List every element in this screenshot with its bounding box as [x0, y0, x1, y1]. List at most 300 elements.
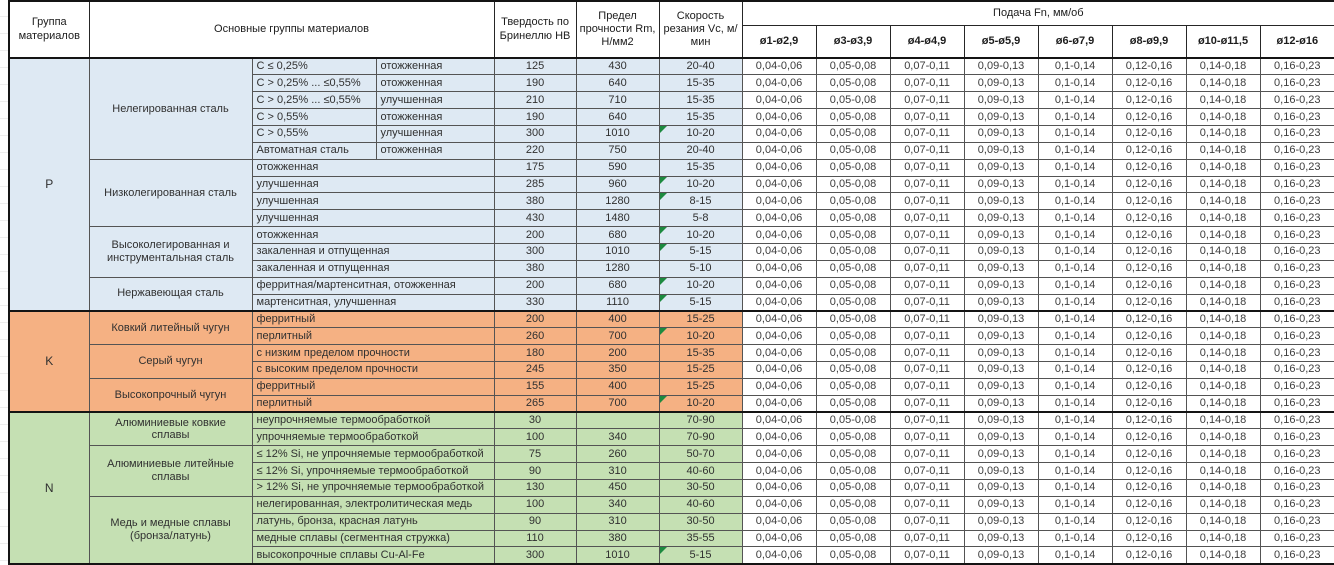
feed-value-cell: 0,07-0,11: [890, 75, 964, 92]
feed-value-cell: 0,14-0,18: [1186, 159, 1260, 176]
feed-value-cell: 0,07-0,11: [890, 142, 964, 159]
feed-value-cell: 0,09-0,13: [964, 479, 1038, 496]
feed-value-cell: 0,14-0,18: [1186, 395, 1260, 412]
feed-value-cell: 0,16-0,23: [1260, 361, 1334, 378]
feed-value-cell: 0,05-0,08: [816, 92, 890, 109]
comment-flag-icon: [660, 547, 667, 554]
feed-value-cell: 0,07-0,11: [890, 496, 964, 513]
feed-value-cell: 0,14-0,18: [1186, 176, 1260, 193]
feed-value-cell: 0,12-0,16: [1112, 530, 1186, 547]
speed-cell: 30-50: [659, 479, 742, 496]
feed-value-cell: 0,05-0,08: [816, 361, 890, 378]
feed-value-cell: 0,14-0,18: [1186, 58, 1260, 75]
strength-cell: 1280: [576, 193, 659, 210]
hardness-cell: 200: [494, 311, 576, 328]
header-feed-col-4: ø5-ø5,9: [964, 25, 1038, 58]
feed-value-cell: 0,04-0,06: [742, 243, 816, 260]
subgroup-name-cell: Алюминиевые ковкие сплавы: [89, 412, 252, 446]
speed-cell: 70-90: [659, 429, 742, 446]
subgroup-name-cell: Нелегированная сталь: [89, 58, 252, 159]
feed-value-cell: 0,12-0,16: [1112, 210, 1186, 227]
feed-value-cell: 0,09-0,13: [964, 496, 1038, 513]
hardness-cell: 300: [494, 547, 576, 564]
header-material-group: Группа материалов: [9, 1, 89, 58]
strength-cell: 340: [576, 429, 659, 446]
material-desc-cell: с низким пределом прочности: [252, 345, 494, 362]
feed-value-cell: 0,14-0,18: [1186, 429, 1260, 446]
feed-value-cell: 0,05-0,08: [816, 159, 890, 176]
feed-value-cell: 0,1-0,14: [1038, 513, 1112, 530]
feed-value-cell: 0,05-0,08: [816, 513, 890, 530]
feed-value-cell: 0,16-0,23: [1260, 125, 1334, 142]
feed-value-cell: 0,09-0,13: [964, 311, 1038, 328]
hardness-cell: 265: [494, 395, 576, 412]
comment-flag-icon: [660, 278, 667, 285]
feed-value-cell: 0,07-0,11: [890, 159, 964, 176]
feed-value-cell: 0,16-0,23: [1260, 142, 1334, 159]
feed-value-cell: 0,09-0,13: [964, 125, 1038, 142]
feed-value-cell: 0,14-0,18: [1186, 513, 1260, 530]
feed-value-cell: 0,04-0,06: [742, 496, 816, 513]
feed-value-cell: 0,14-0,18: [1186, 530, 1260, 547]
feed-value-cell: 0,12-0,16: [1112, 125, 1186, 142]
hardness-cell: 260: [494, 328, 576, 345]
comment-flag-icon: [660, 193, 667, 200]
feed-value-cell: 0,1-0,14: [1038, 243, 1112, 260]
hardness-cell: 180: [494, 345, 576, 362]
feed-value-cell: 0,12-0,16: [1112, 193, 1186, 210]
feed-value-cell: 0,07-0,11: [890, 125, 964, 142]
feed-value-cell: 0,07-0,11: [890, 227, 964, 244]
feed-value-cell: 0,05-0,08: [816, 412, 890, 429]
feed-value-cell: 0,16-0,23: [1260, 429, 1334, 446]
feed-value-cell: 0,14-0,18: [1186, 311, 1260, 328]
speed-cell: 5-8: [659, 210, 742, 227]
feed-value-cell: 0,12-0,16: [1112, 361, 1186, 378]
strength-cell: 710: [576, 92, 659, 109]
table-row: [9, 277, 1334, 294]
feed-value-cell: 0,05-0,08: [816, 496, 890, 513]
feed-value-cell: 0,04-0,06: [742, 210, 816, 227]
strength-cell: 680: [576, 277, 659, 294]
feed-value-cell: 0,16-0,23: [1260, 513, 1334, 530]
hardness-cell: 130: [494, 479, 576, 496]
feed-value-cell: 0,09-0,13: [964, 277, 1038, 294]
feed-value-cell: 0,05-0,08: [816, 311, 890, 328]
speed-cell: 35-55: [659, 530, 742, 547]
feed-value-cell: 0,05-0,08: [816, 429, 890, 446]
hardness-cell: 100: [494, 496, 576, 513]
hardness-cell: 190: [494, 75, 576, 92]
feed-value-cell: 0,12-0,16: [1112, 496, 1186, 513]
feed-value-cell: 0,12-0,16: [1112, 227, 1186, 244]
hardness-cell: 90: [494, 463, 576, 480]
feed-value-cell: 0,05-0,08: [816, 463, 890, 480]
material-desc-cell: латунь, бронза, красная латунь: [252, 513, 494, 530]
hardness-cell: 90: [494, 513, 576, 530]
feed-value-cell: 0,09-0,13: [964, 58, 1038, 75]
feed-value-cell: 0,07-0,11: [890, 243, 964, 260]
header-feed-col-3: ø4-ø4,9: [890, 25, 964, 58]
feed-value-cell: 0,09-0,13: [964, 92, 1038, 109]
feed-value-cell: 0,07-0,11: [890, 345, 964, 362]
feed-value-cell: 0,04-0,06: [742, 412, 816, 429]
feed-value-cell: 0,12-0,16: [1112, 513, 1186, 530]
strength-cell: 1280: [576, 260, 659, 277]
subgroup-name-cell: Медь и медные сплавы (бронза/латунь): [89, 496, 252, 563]
feed-value-cell: 0,07-0,11: [890, 328, 964, 345]
feed-value-cell: 0,16-0,23: [1260, 260, 1334, 277]
feed-value-cell: 0,1-0,14: [1038, 345, 1112, 362]
hardness-cell: 200: [494, 227, 576, 244]
feed-value-cell: 0,1-0,14: [1038, 395, 1112, 412]
speed-cell: 15-35: [659, 92, 742, 109]
feed-value-cell: 0,04-0,06: [742, 193, 816, 210]
feed-value-cell: 0,12-0,16: [1112, 142, 1186, 159]
feed-value-cell: 0,16-0,23: [1260, 193, 1334, 210]
strength-cell: 640: [576, 75, 659, 92]
feed-value-cell: 0,1-0,14: [1038, 125, 1112, 142]
feed-value-cell: 0,07-0,11: [890, 277, 964, 294]
feed-value-cell: 0,09-0,13: [964, 328, 1038, 345]
hardness-cell: 245: [494, 361, 576, 378]
feed-value-cell: 0,07-0,11: [890, 412, 964, 429]
feed-value-cell: 0,04-0,06: [742, 429, 816, 446]
feed-value-cell: 0,04-0,06: [742, 479, 816, 496]
hardness-cell: 200: [494, 277, 576, 294]
feed-value-cell: 0,05-0,08: [816, 277, 890, 294]
feed-value-cell: 0,16-0,23: [1260, 395, 1334, 412]
feed-value-cell: 0,05-0,08: [816, 58, 890, 75]
subgroup-name-cell: Высокопрочный чугун: [89, 378, 252, 412]
hardness-cell: 175: [494, 159, 576, 176]
feed-value-cell: 0,1-0,14: [1038, 75, 1112, 92]
strength-cell: 1110: [576, 294, 659, 311]
hardness-cell: 430: [494, 210, 576, 227]
speed-cell: 10-20: [659, 395, 742, 412]
comment-flag-icon: [660, 177, 667, 184]
material-desc-cell: нелегированная, электролитическая медь: [252, 496, 494, 513]
material-desc-cell: отожженная: [252, 227, 494, 244]
feed-value-cell: 0,12-0,16: [1112, 92, 1186, 109]
feed-value-cell: 0,07-0,11: [890, 109, 964, 126]
material-spec-cell: C > 0,25% ... ≤0,55%: [252, 75, 376, 92]
feed-value-cell: 0,12-0,16: [1112, 260, 1186, 277]
feed-value-cell: 0,14-0,18: [1186, 479, 1260, 496]
strength-cell: 450: [576, 479, 659, 496]
table-row: [9, 496, 1334, 513]
group-code-cell: N: [9, 412, 89, 564]
feed-value-cell: 0,04-0,06: [742, 125, 816, 142]
material-desc-cell: улучшенная: [252, 210, 494, 227]
material-desc-cell: высокопрочные сплавы Cu-Al-Fe: [252, 547, 494, 564]
speed-cell: 15-25: [659, 311, 742, 328]
feed-value-cell: 0,09-0,13: [964, 547, 1038, 564]
header-feed-col-1: ø1-ø2,9: [742, 25, 816, 58]
hardness-cell: 380: [494, 260, 576, 277]
material-state-cell: отожженная: [376, 75, 494, 92]
feed-value-cell: 0,05-0,08: [816, 193, 890, 210]
header-feed-col-8: ø12-ø16: [1260, 25, 1334, 58]
strength-cell: 1010: [576, 547, 659, 564]
feed-value-cell: 0,14-0,18: [1186, 496, 1260, 513]
feed-value-cell: 0,04-0,06: [742, 277, 816, 294]
feed-value-cell: 0,07-0,11: [890, 361, 964, 378]
feed-value-cell: 0,05-0,08: [816, 547, 890, 564]
feed-value-cell: 0,14-0,18: [1186, 378, 1260, 395]
feed-value-cell: 0,09-0,13: [964, 412, 1038, 429]
header-feed-col-2: ø3-ø3,9: [816, 25, 890, 58]
material-state-cell: отожженная: [376, 58, 494, 75]
material-desc-cell: ферритная/мартенситная, отожженная: [252, 277, 494, 294]
feed-value-cell: 0,07-0,11: [890, 210, 964, 227]
feed-value-cell: 0,05-0,08: [816, 210, 890, 227]
subgroup-name-cell: Ковкий литейный чугун: [89, 311, 252, 345]
speed-cell: 5-15: [659, 547, 742, 564]
feed-value-cell: 0,12-0,16: [1112, 159, 1186, 176]
feed-value-cell: 0,14-0,18: [1186, 243, 1260, 260]
speed-cell: 5-15: [659, 243, 742, 260]
hardness-cell: 110: [494, 530, 576, 547]
hardness-cell: 125: [494, 58, 576, 75]
material-desc-cell: ферритный: [252, 311, 494, 328]
strength-cell: 400: [576, 311, 659, 328]
feed-value-cell: 0,14-0,18: [1186, 142, 1260, 159]
strength-cell: 1010: [576, 125, 659, 142]
strength-cell: 700: [576, 328, 659, 345]
feed-value-cell: 0,07-0,11: [890, 193, 964, 210]
group-code-cell: K: [9, 311, 89, 412]
hardness-cell: 380: [494, 193, 576, 210]
feed-value-cell: 0,16-0,23: [1260, 496, 1334, 513]
strength-cell: 1480: [576, 210, 659, 227]
feed-value-cell: 0,12-0,16: [1112, 429, 1186, 446]
header-feed-title: Подача Fn, мм/об: [742, 1, 1334, 25]
feed-value-cell: 0,12-0,16: [1112, 176, 1186, 193]
strength-cell: 310: [576, 463, 659, 480]
feed-value-cell: 0,09-0,13: [964, 142, 1038, 159]
feed-value-cell: 0,16-0,23: [1260, 328, 1334, 345]
feed-value-cell: 0,16-0,23: [1260, 243, 1334, 260]
feed-value-cell: 0,1-0,14: [1038, 109, 1112, 126]
feed-value-cell: 0,07-0,11: [890, 92, 964, 109]
feed-value-cell: 0,1-0,14: [1038, 378, 1112, 395]
feed-value-cell: 0,16-0,23: [1260, 463, 1334, 480]
feed-value-cell: 0,1-0,14: [1038, 58, 1112, 75]
speed-cell: 10-20: [659, 176, 742, 193]
feed-value-cell: 0,05-0,08: [816, 75, 890, 92]
feed-value-cell: 0,04-0,06: [742, 328, 816, 345]
feed-value-cell: 0,1-0,14: [1038, 361, 1112, 378]
speed-cell: 15-35: [659, 159, 742, 176]
speed-cell: 40-60: [659, 496, 742, 513]
feed-value-cell: 0,12-0,16: [1112, 311, 1186, 328]
feed-value-cell: 0,12-0,16: [1112, 395, 1186, 412]
comment-flag-icon: [660, 126, 667, 133]
hardness-cell: 190: [494, 109, 576, 126]
feed-value-cell: 0,12-0,16: [1112, 345, 1186, 362]
feed-value-cell: 0,09-0,13: [964, 345, 1038, 362]
speed-cell: 50-70: [659, 446, 742, 463]
material-state-cell: отожженная: [376, 142, 494, 159]
feed-value-cell: 0,05-0,08: [816, 227, 890, 244]
feed-value-cell: 0,09-0,13: [964, 260, 1038, 277]
feed-value-cell: 0,16-0,23: [1260, 294, 1334, 311]
feed-value-cell: 0,04-0,06: [742, 92, 816, 109]
feed-value-cell: 0,04-0,06: [742, 159, 816, 176]
comment-flag-icon: [660, 295, 667, 302]
feed-value-cell: 0,05-0,08: [816, 530, 890, 547]
feed-value-cell: 0,14-0,18: [1186, 412, 1260, 429]
feed-value-cell: 0,14-0,18: [1186, 227, 1260, 244]
feed-value-cell: 0,09-0,13: [964, 159, 1038, 176]
feed-value-cell: 0,16-0,23: [1260, 378, 1334, 395]
feed-value-cell: 0,09-0,13: [964, 294, 1038, 311]
feed-value-cell: 0,16-0,23: [1260, 479, 1334, 496]
table-row: [9, 58, 1334, 75]
material-desc-cell: ферритный: [252, 378, 494, 395]
feed-value-cell: 0,05-0,08: [816, 260, 890, 277]
feed-value-cell: 0,1-0,14: [1038, 277, 1112, 294]
feed-value-cell: 0,14-0,18: [1186, 446, 1260, 463]
feed-value-cell: 0,05-0,08: [816, 142, 890, 159]
table-row: [9, 311, 1334, 328]
feed-value-cell: 0,1-0,14: [1038, 210, 1112, 227]
feed-value-cell: 0,12-0,16: [1112, 75, 1186, 92]
feed-value-cell: 0,12-0,16: [1112, 294, 1186, 311]
feed-value-cell: 0,16-0,23: [1260, 176, 1334, 193]
feed-value-cell: 0,14-0,18: [1186, 210, 1260, 227]
feed-value-cell: 0,04-0,06: [742, 345, 816, 362]
table-row: [9, 378, 1334, 395]
feed-value-cell: 0,16-0,23: [1260, 92, 1334, 109]
hardness-cell: 285: [494, 176, 576, 193]
feed-value-cell: 0,04-0,06: [742, 513, 816, 530]
material-desc-cell: неупрочняемые термообработкой: [252, 412, 494, 429]
feed-value-cell: 0,09-0,13: [964, 227, 1038, 244]
feed-value-cell: 0,04-0,06: [742, 361, 816, 378]
material-desc-cell: отожженная: [252, 159, 494, 176]
feed-value-cell: 0,09-0,13: [964, 530, 1038, 547]
material-desc-cell: мартенситная, улучшенная: [252, 294, 494, 311]
comment-flag-icon: [660, 227, 667, 234]
feed-value-cell: 0,09-0,13: [964, 109, 1038, 126]
hardness-cell: 100: [494, 429, 576, 446]
header-main-groups: Основные группы материалов: [89, 1, 494, 58]
strength-cell: 380: [576, 530, 659, 547]
feed-value-cell: 0,04-0,06: [742, 58, 816, 75]
material-desc-cell: улучшенная: [252, 193, 494, 210]
feed-value-cell: 0,1-0,14: [1038, 479, 1112, 496]
strength-cell: 960: [576, 176, 659, 193]
feed-value-cell: 0,07-0,11: [890, 58, 964, 75]
table-body: [9, 58, 1334, 564]
feed-value-cell: 0,04-0,06: [742, 395, 816, 412]
header-cutting-speed: Скорость резания Vc, м/мин: [659, 1, 742, 58]
feed-value-cell: 0,12-0,16: [1112, 58, 1186, 75]
subgroup-name-cell: Высоколегированная и инструментальная сталь: [89, 227, 252, 278]
header-feed-col-6: ø8-ø9,9: [1112, 25, 1186, 58]
feed-value-cell: 0,14-0,18: [1186, 75, 1260, 92]
comment-flag-icon: [660, 396, 667, 403]
feed-value-cell: 0,1-0,14: [1038, 429, 1112, 446]
feed-value-cell: 0,14-0,18: [1186, 125, 1260, 142]
feed-value-cell: 0,04-0,06: [742, 463, 816, 480]
feed-value-cell: 0,14-0,18: [1186, 109, 1260, 126]
table-row: [9, 446, 1334, 463]
feed-value-cell: 0,1-0,14: [1038, 463, 1112, 480]
feed-value-cell: 0,09-0,13: [964, 446, 1038, 463]
feed-value-cell: 0,1-0,14: [1038, 530, 1112, 547]
speed-cell: 15-35: [659, 345, 742, 362]
feed-value-cell: 0,09-0,13: [964, 395, 1038, 412]
feed-value-cell: 0,12-0,16: [1112, 328, 1186, 345]
feed-value-cell: 0,12-0,16: [1112, 277, 1186, 294]
feed-value-cell: 0,12-0,16: [1112, 412, 1186, 429]
feed-value-cell: 0,14-0,18: [1186, 260, 1260, 277]
feed-value-cell: 0,09-0,13: [964, 378, 1038, 395]
header-tensile-strength: Предел прочности Rm, Н/мм2: [576, 1, 659, 58]
feed-value-cell: 0,04-0,06: [742, 142, 816, 159]
feed-value-cell: 0,16-0,23: [1260, 311, 1334, 328]
feed-value-cell: 0,14-0,18: [1186, 328, 1260, 345]
feed-value-cell: 0,07-0,11: [890, 260, 964, 277]
speed-cell: 70-90: [659, 412, 742, 429]
feed-value-cell: 0,16-0,23: [1260, 345, 1334, 362]
material-desc-cell: перлитный: [252, 328, 494, 345]
feed-value-cell: 0,12-0,16: [1112, 378, 1186, 395]
feed-value-cell: 0,16-0,23: [1260, 446, 1334, 463]
comment-flag-icon: [660, 328, 667, 335]
feed-value-cell: 0,14-0,18: [1186, 547, 1260, 564]
material-state-cell: улучшенная: [376, 92, 494, 109]
hardness-cell: 30: [494, 412, 576, 429]
material-desc-cell: закаленная и отпущенная: [252, 260, 494, 277]
speed-cell: 15-25: [659, 378, 742, 395]
table-header: [9, 1, 1334, 58]
feed-value-cell: 0,16-0,23: [1260, 58, 1334, 75]
feed-value-cell: 0,09-0,13: [964, 463, 1038, 480]
feed-value-cell: 0,09-0,13: [964, 243, 1038, 260]
cutting-data-table: [8, 0, 1334, 565]
feed-value-cell: 0,05-0,08: [816, 294, 890, 311]
feed-value-cell: 0,1-0,14: [1038, 176, 1112, 193]
feed-value-cell: 0,04-0,06: [742, 294, 816, 311]
feed-value-cell: 0,07-0,11: [890, 463, 964, 480]
material-desc-cell: улучшенная: [252, 176, 494, 193]
feed-value-cell: 0,12-0,16: [1112, 479, 1186, 496]
feed-value-cell: 0,16-0,23: [1260, 109, 1334, 126]
feed-value-cell: 0,07-0,11: [890, 176, 964, 193]
feed-value-cell: 0,14-0,18: [1186, 193, 1260, 210]
table-row: [9, 227, 1334, 244]
speed-cell: 5-10: [659, 260, 742, 277]
feed-value-cell: 0,07-0,11: [890, 294, 964, 311]
subgroup-name-cell: Низколегированная сталь: [89, 159, 252, 226]
speed-cell: 8-15: [659, 193, 742, 210]
feed-value-cell: 0,09-0,13: [964, 193, 1038, 210]
feed-value-cell: 0,04-0,06: [742, 260, 816, 277]
feed-value-cell: 0,1-0,14: [1038, 311, 1112, 328]
feed-value-cell: 0,05-0,08: [816, 176, 890, 193]
strength-cell: 350: [576, 361, 659, 378]
feed-value-cell: 0,14-0,18: [1186, 345, 1260, 362]
feed-value-cell: 0,07-0,11: [890, 311, 964, 328]
group-code-cell: P: [9, 58, 89, 311]
feed-value-cell: 0,04-0,06: [742, 446, 816, 463]
header-row-top: [9, 1, 1334, 25]
speed-cell: 10-20: [659, 227, 742, 244]
